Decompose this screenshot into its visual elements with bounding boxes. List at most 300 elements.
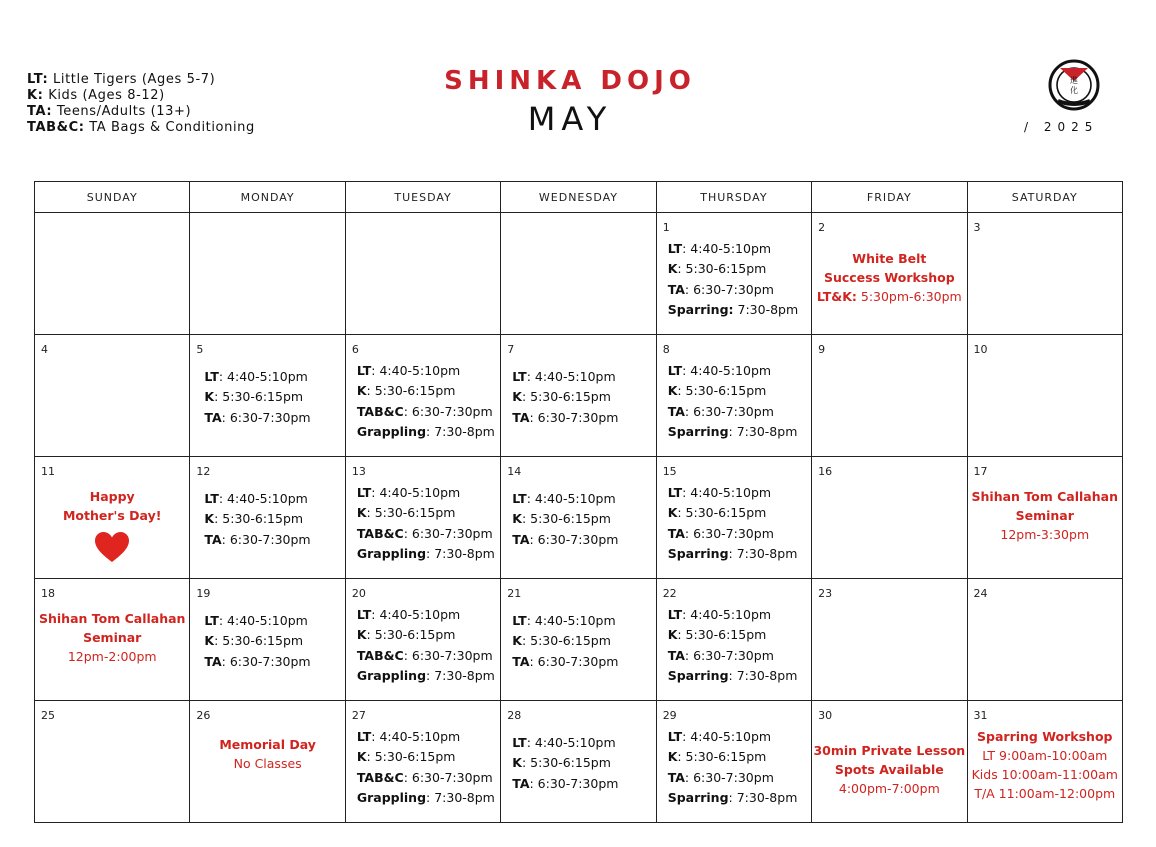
- class-label: LT: [356, 363, 372, 378]
- schedule-line: [204, 631, 310, 651]
- class-time: : 4:40-5:10pm: [526, 735, 616, 750]
- day-number: 19: [196, 587, 211, 600]
- schedule-line: [668, 625, 798, 645]
- class-time: : 6:30-7:30pm: [684, 281, 774, 297]
- schedule-line: [204, 489, 310, 509]
- legend-key: TAB&C:: [27, 120, 85, 135]
- schedule-line: [668, 544, 798, 564]
- class-label: Sparring: [667, 789, 729, 805]
- event-title: Shihan Tom Callahan: [38, 611, 186, 626]
- class-label: Sparring: [667, 545, 729, 561]
- class-schedule: [512, 733, 618, 794]
- schedule-line: [668, 381, 798, 401]
- schedule-line: [357, 625, 495, 645]
- schedule-line: [512, 733, 618, 753]
- class-label: TA: [667, 647, 685, 663]
- day-number: 1: [662, 221, 670, 234]
- day-cell-1: [656, 213, 811, 335]
- event-note: [190, 735, 344, 773]
- day-number: 22: [662, 587, 677, 600]
- day-number: 21: [507, 587, 522, 600]
- schedule-line: [512, 753, 618, 773]
- class-time: : 7:30-8pm: [426, 667, 495, 683]
- day-cell-26: [190, 701, 345, 823]
- day-cell-3: [967, 213, 1122, 335]
- event-detail: 5:30pm-6:30pm: [856, 289, 962, 304]
- event-line: [812, 741, 966, 760]
- class-label: Grappling: [356, 423, 427, 439]
- class-label: K: [204, 633, 215, 649]
- class-label: K: [667, 505, 678, 521]
- class-time: : 4:40-5:10pm: [526, 369, 616, 384]
- event-line: [812, 760, 966, 779]
- class-label: TA: [512, 409, 530, 425]
- schedule-line: [512, 489, 618, 509]
- schedule-line: [357, 361, 495, 381]
- day-number: 16: [818, 465, 833, 478]
- schedule-line: [357, 605, 495, 625]
- empty-day-cell: [190, 213, 345, 335]
- class-label: K: [667, 749, 678, 765]
- class-schedule: [357, 361, 495, 442]
- class-label: Sparring:: [667, 301, 734, 317]
- class-label: K: [356, 505, 367, 521]
- schedule-line: [357, 503, 495, 523]
- class-label: Sparring: [667, 423, 729, 439]
- schedule-line: [668, 646, 798, 666]
- class-label: K: [204, 511, 215, 527]
- class-label: TA: [667, 769, 685, 785]
- event-title: White Belt: [852, 251, 927, 266]
- event-title: Memorial Day: [219, 737, 316, 752]
- event-line: [812, 249, 966, 268]
- day-number: 10: [973, 343, 988, 356]
- class-label: Sparring: [667, 667, 729, 683]
- class-label: LT: [204, 369, 219, 384]
- weekday-header-friday: FRIDAY: [812, 182, 967, 213]
- day-cell-14: [501, 457, 656, 579]
- week-row: [35, 335, 1123, 457]
- day-number: 13: [351, 465, 366, 478]
- class-time: : 4:40-5:10pm: [682, 363, 772, 378]
- class-time: : 6:30-7:30pm: [403, 647, 493, 663]
- day-number: 25: [41, 709, 55, 722]
- weekday-header-wednesday: WEDNESDAY: [501, 182, 656, 213]
- day-number: 11: [41, 465, 55, 478]
- event-title: LT&K:: [816, 289, 857, 304]
- legend-row-k: [27, 88, 255, 104]
- class-time: : 7:30-8pm: [728, 423, 798, 439]
- schedule-line: [668, 483, 798, 503]
- schedule-line: [357, 768, 495, 788]
- week-row: [35, 457, 1123, 579]
- class-label: TA: [667, 403, 685, 419]
- class-time: : 6:30-7:30pm: [403, 525, 493, 541]
- class-time: : 4:40-5:10pm: [371, 607, 461, 622]
- day-cell-5: [190, 335, 345, 457]
- day-number: 9: [818, 343, 826, 356]
- event-title: Shihan Tom Callahan: [971, 489, 1118, 504]
- month-title: MAY: [527, 100, 613, 138]
- day-cell-27: [345, 701, 500, 823]
- day-cell-17: [967, 457, 1122, 579]
- schedule-line: [668, 605, 798, 625]
- class-time: : 6:30-7:30pm: [529, 409, 619, 425]
- schedule-line: [668, 768, 798, 788]
- schedule-line: [512, 367, 618, 387]
- legend-desc: TA Bags & Conditioning: [89, 120, 255, 135]
- class-time: : 5:30-6:15pm: [214, 633, 304, 649]
- class-time: : 6:30-7:30pm: [684, 525, 774, 541]
- class-time: : 6:30-7:30pm: [529, 653, 619, 669]
- event-note: [35, 487, 189, 563]
- class-schedule: [668, 239, 798, 320]
- svg-text:進: 進: [1070, 76, 1078, 85]
- day-cell-22: [656, 579, 811, 701]
- schedule-line: [357, 483, 495, 503]
- event-detail: LT 9:00am-10:00am: [982, 748, 1108, 763]
- schedule-line: [357, 666, 495, 686]
- class-label: TA: [512, 653, 530, 669]
- class-time: : 7:30-8pm: [426, 423, 495, 439]
- class-schedule: [512, 367, 618, 428]
- class-schedule: [668, 483, 798, 564]
- class-time: : 6:30-7:30pm: [684, 647, 774, 663]
- day-cell-8: [656, 335, 811, 457]
- class-schedule: [357, 483, 495, 564]
- class-time: : 7:30-8pm: [426, 545, 495, 561]
- event-line: [968, 765, 1122, 784]
- heart-icon: [94, 531, 130, 563]
- event-detail: Kids 10:00am-11:00am: [971, 767, 1118, 782]
- class-time: : 4:40-5:10pm: [682, 241, 772, 256]
- event-line: [190, 754, 344, 773]
- day-number: 23: [818, 587, 833, 600]
- class-time: : 4:40-5:10pm: [371, 485, 461, 500]
- svg-text:化: 化: [1070, 86, 1078, 95]
- day-number: 30: [818, 709, 833, 722]
- day-number: 31: [973, 709, 988, 722]
- calendar-body: [35, 213, 1123, 823]
- class-time: : 7:30-8pm: [426, 789, 495, 805]
- schedule-line: [512, 774, 618, 794]
- class-schedule: [204, 489, 310, 550]
- day-cell-10: [967, 335, 1122, 457]
- class-time: : 5:30-6:15pm: [677, 627, 767, 643]
- class-label: LT: [356, 607, 372, 622]
- class-time: : 6:30-7:30pm: [529, 531, 619, 547]
- schedule-line: [357, 402, 495, 422]
- class-label: K: [512, 511, 522, 527]
- class-label: TAB&C: [356, 769, 404, 785]
- schedule-line: [668, 666, 798, 686]
- schedule-line: [512, 611, 618, 631]
- schedule-line: [204, 367, 310, 387]
- schedule-line: [357, 788, 495, 808]
- schedule-line: [357, 646, 495, 666]
- class-time: : 5:30-6:15pm: [214, 511, 304, 527]
- class-label: K: [356, 383, 367, 399]
- legend-row-ta: [27, 104, 255, 120]
- schedule-line: [204, 509, 310, 529]
- day-number: 7: [507, 343, 515, 356]
- event-title: Mother's Day!: [62, 508, 162, 523]
- schedule-line: [512, 509, 618, 529]
- event-title: Happy: [89, 489, 135, 504]
- class-time: : 5:30-6:15pm: [366, 383, 456, 399]
- class-time: : 5:30-6:15pm: [366, 749, 456, 765]
- class-time: : 5:30-6:15pm: [677, 749, 767, 765]
- class-time: : 4:40-5:10pm: [526, 613, 616, 628]
- empty-day-cell: [35, 213, 190, 335]
- schedule-line: [668, 361, 798, 381]
- event-detail: 12pm-2:00pm: [67, 649, 157, 664]
- class-time: : 5:30-6:15pm: [521, 389, 611, 405]
- day-cell-31: [967, 701, 1122, 823]
- schedule-line: [512, 387, 618, 407]
- day-number: 2: [818, 221, 826, 234]
- day-cell-16: [812, 457, 967, 579]
- class-label: Grappling: [356, 545, 427, 561]
- class-label: K: [204, 389, 215, 405]
- day-number: 18: [41, 587, 55, 600]
- class-label: TA: [667, 281, 685, 297]
- class-time: : 5:30-6:15pm: [677, 383, 767, 399]
- schedule-line: [668, 239, 798, 259]
- empty-day-cell: [501, 213, 656, 335]
- class-label: K: [512, 633, 522, 649]
- class-label: TA: [667, 525, 685, 541]
- event-line: [35, 609, 189, 628]
- weekday-header-saturday: SATURDAY: [967, 182, 1122, 213]
- class-label: TAB&C: [356, 403, 404, 419]
- day-cell-23: [812, 579, 967, 701]
- class-label: LT: [512, 735, 527, 750]
- legend-key: TA:: [27, 104, 53, 119]
- day-cell-19: [190, 579, 345, 701]
- class-label: K: [356, 749, 367, 765]
- class-time: : 5:30-6:15pm: [521, 511, 611, 527]
- day-cell-28: [501, 701, 656, 823]
- class-label: LT: [356, 729, 372, 744]
- weekday-header-row: [35, 182, 1123, 213]
- legend-desc: Teens/Adults (13+): [56, 104, 192, 119]
- calendar-grid: [34, 181, 1123, 823]
- schedule-line: [204, 387, 310, 407]
- day-number: 12: [196, 465, 211, 478]
- class-time: : 4:40-5:10pm: [218, 613, 308, 628]
- class-time: : 6:30-7:30pm: [221, 531, 311, 547]
- legend-desc: Little Tigers (Ages 5-7): [53, 72, 216, 87]
- event-line: [968, 746, 1122, 765]
- event-note: [35, 609, 189, 666]
- day-cell-21: [501, 579, 656, 701]
- event-note: [812, 741, 966, 798]
- event-line: [968, 727, 1122, 746]
- schedule-line: [668, 300, 798, 320]
- schedule-line: [668, 788, 798, 808]
- schedule-line: [512, 408, 618, 428]
- class-label: LT: [667, 363, 683, 378]
- class-schedule: [357, 727, 495, 808]
- day-number: 5: [196, 343, 204, 356]
- class-label: K: [512, 755, 522, 771]
- class-time: : 4:40-5:10pm: [218, 369, 308, 384]
- class-time: : 4:40-5:10pm: [371, 363, 461, 378]
- event-line: [35, 647, 189, 666]
- schedule-line: [668, 503, 798, 523]
- day-number: 24: [973, 587, 988, 600]
- class-label: K: [512, 389, 522, 405]
- day-number: 26: [196, 709, 211, 722]
- class-time: : 4:40-5:10pm: [682, 607, 772, 622]
- day-cell-12: [190, 457, 345, 579]
- day-cell-9: [812, 335, 967, 457]
- day-number: 15: [662, 465, 677, 478]
- class-label: TA: [512, 531, 530, 547]
- class-time: : 5:30-6:15pm: [366, 627, 456, 643]
- class-time: : 5:30-6:15pm: [677, 261, 767, 277]
- legend-key: LT:: [27, 72, 49, 87]
- class-schedule: [512, 611, 618, 672]
- class-time: 7:30-8pm: [733, 301, 799, 317]
- event-detail: 4:00pm-7:00pm: [838, 781, 940, 796]
- class-label: LT: [204, 613, 219, 628]
- class-label: LT: [667, 241, 683, 256]
- day-number: 3: [973, 221, 981, 234]
- class-label: Grappling: [356, 667, 427, 683]
- day-number: 29: [662, 709, 677, 722]
- class-time: : 5:30-6:15pm: [677, 505, 767, 521]
- event-line: [812, 287, 966, 306]
- class-label: Grappling: [356, 789, 427, 805]
- class-time: : 5:30-6:15pm: [214, 389, 304, 405]
- schedule-line: [512, 652, 618, 672]
- week-row: [35, 579, 1123, 701]
- schedule-line: [668, 259, 798, 279]
- schedule-line: [668, 402, 798, 422]
- schedule-line: [204, 530, 310, 550]
- schedule-line: [668, 727, 798, 747]
- class-time: : 4:40-5:10pm: [682, 729, 772, 744]
- class-schedule: [668, 361, 798, 442]
- event-title: 30min Private Lesson: [813, 743, 966, 758]
- event-line: [812, 779, 966, 798]
- class-time: : 6:30-7:30pm: [403, 769, 493, 785]
- event-title: Success Workshop: [823, 270, 955, 285]
- event-detail: T/A 11:00am-12:00pm: [974, 786, 1116, 801]
- class-schedule: [357, 605, 495, 686]
- shinka-dojo-logo-icon: [1048, 59, 1100, 111]
- class-label: TA: [204, 531, 222, 547]
- weekday-header-sunday: SUNDAY: [35, 182, 190, 213]
- event-line: [190, 735, 344, 754]
- day-number: 6: [351, 343, 359, 356]
- class-time: : 6:30-7:30pm: [684, 403, 774, 419]
- class-label: TA: [204, 653, 222, 669]
- event-line: [35, 506, 189, 525]
- schedule-line: [668, 422, 798, 442]
- week-row: [35, 701, 1123, 823]
- legend-key: K:: [27, 88, 44, 103]
- day-cell-24: [967, 579, 1122, 701]
- legend-desc: Kids (Ages 8-12): [48, 88, 165, 103]
- year-label: / 2025: [1024, 120, 1099, 134]
- class-time: : 6:30-7:30pm: [403, 403, 493, 419]
- weekday-header-monday: MONDAY: [190, 182, 345, 213]
- schedule-line: [668, 524, 798, 544]
- class-label: LT: [667, 485, 683, 500]
- event-line: [968, 784, 1122, 803]
- schedule-line: [204, 408, 310, 428]
- event-detail: 12pm-3:30pm: [1000, 527, 1090, 542]
- class-label: LT: [512, 369, 527, 384]
- event-title: Spots Available: [834, 762, 944, 777]
- class-schedule: [512, 489, 618, 550]
- class-time: : 6:30-7:30pm: [221, 653, 311, 669]
- class-time: : 5:30-6:15pm: [366, 505, 456, 521]
- day-number: 14: [507, 465, 522, 478]
- dojo-title: SHINKA DOJO: [444, 66, 696, 96]
- class-time: : 5:30-6:15pm: [521, 755, 611, 771]
- class-label: LT: [204, 491, 219, 506]
- event-line: [35, 487, 189, 506]
- class-label: LT: [356, 485, 372, 500]
- class-time: : 4:40-5:10pm: [371, 729, 461, 744]
- day-cell-7: [501, 335, 656, 457]
- day-cell-2: [812, 213, 967, 335]
- event-title: Seminar: [1015, 508, 1074, 523]
- schedule-line: [204, 652, 310, 672]
- schedule-line: [357, 727, 495, 747]
- schedule-line: [357, 544, 495, 564]
- empty-day-cell: [345, 213, 500, 335]
- schedule-line: [512, 631, 618, 651]
- class-time: : 7:30-8pm: [728, 789, 798, 805]
- event-note: [812, 249, 966, 306]
- week-row: [35, 213, 1123, 335]
- event-title: Sparring Workshop: [977, 729, 1113, 744]
- day-number: 28: [507, 709, 522, 722]
- schedule-line: [512, 530, 618, 550]
- class-schedule: [204, 611, 310, 672]
- class-label: LT: [512, 613, 527, 628]
- day-cell-29: [656, 701, 811, 823]
- schedule-line: [668, 747, 798, 767]
- day-cell-11: [35, 457, 190, 579]
- day-cell-30: [812, 701, 967, 823]
- day-number: 27: [351, 709, 366, 722]
- day-number: 20: [351, 587, 366, 600]
- class-time: : 6:30-7:30pm: [221, 409, 311, 425]
- schedule-line: [357, 422, 495, 442]
- class-time: : 6:30-7:30pm: [684, 769, 774, 785]
- schedule-line: [204, 611, 310, 631]
- event-line: [968, 525, 1122, 544]
- event-line: [968, 487, 1122, 506]
- class-time: : 4:40-5:10pm: [682, 485, 772, 500]
- weekday-header-tuesday: TUESDAY: [345, 182, 500, 213]
- day-cell-18: [35, 579, 190, 701]
- day-number: 8: [662, 343, 670, 356]
- class-label: LT: [512, 491, 527, 506]
- class-label: TA: [204, 409, 222, 425]
- schedule-line: [668, 280, 798, 300]
- class-time: : 5:30-6:15pm: [521, 633, 611, 649]
- class-time: : 7:30-8pm: [728, 667, 798, 683]
- class-label: TAB&C: [356, 647, 404, 663]
- class-label: K: [667, 383, 678, 399]
